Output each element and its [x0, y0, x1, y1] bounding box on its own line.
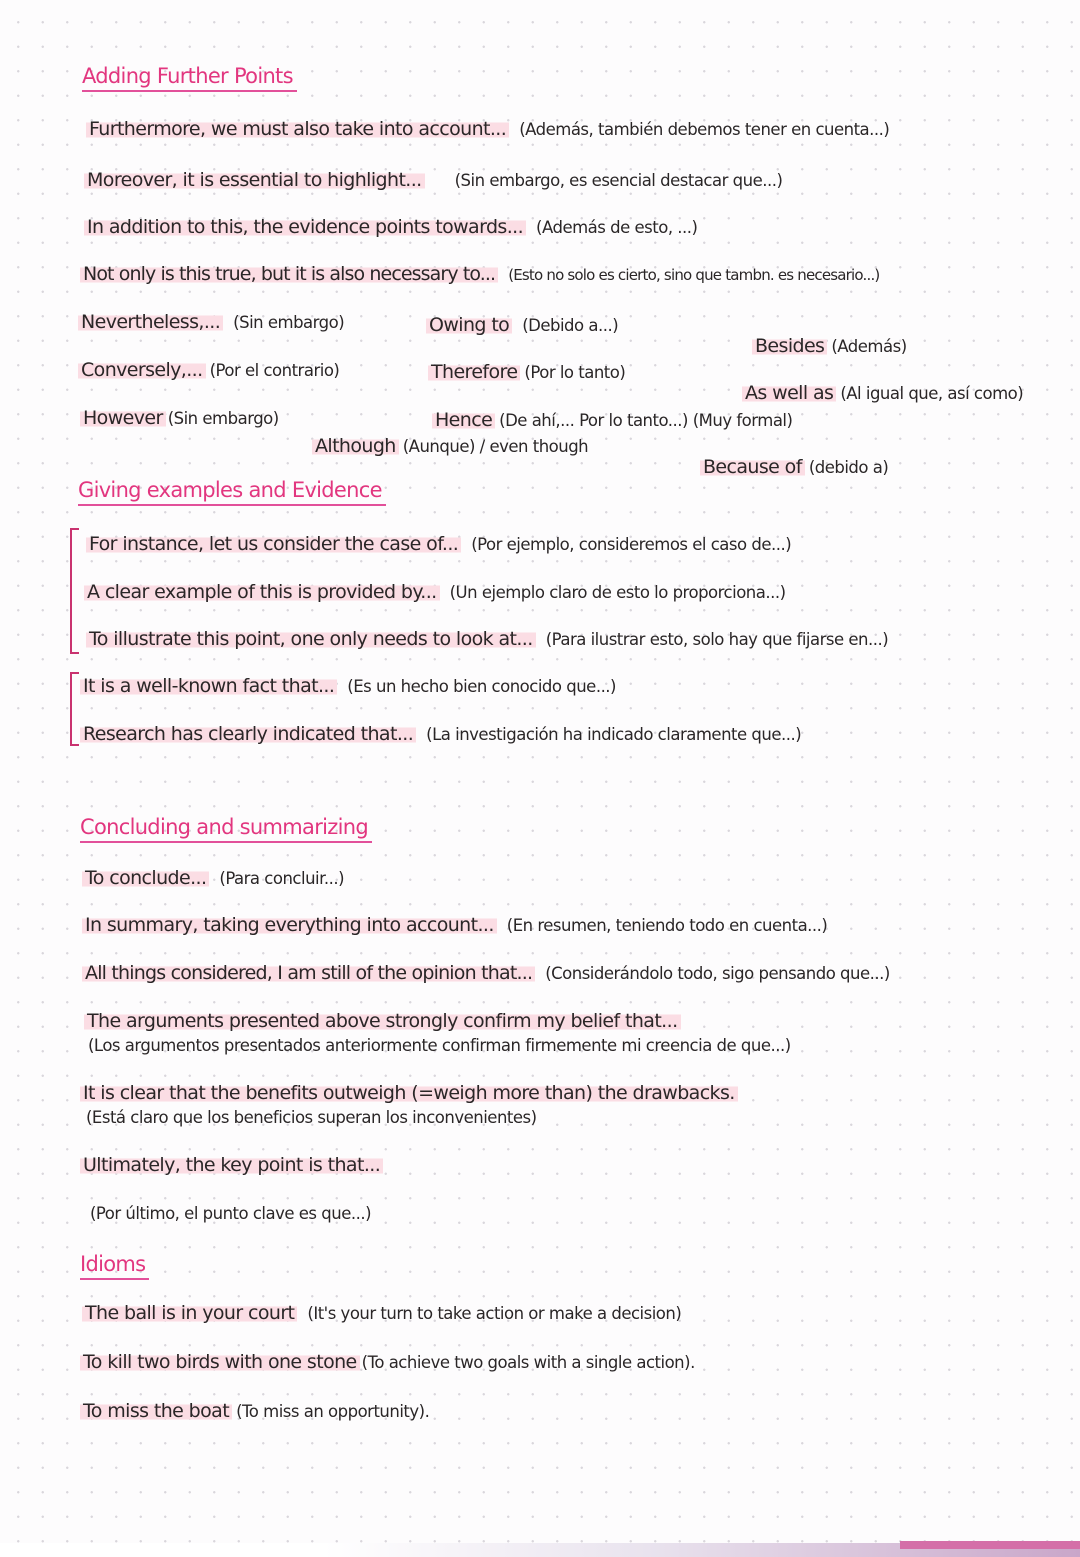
phrase-es: (Por último, el punto clave es que...) — [90, 1204, 372, 1223]
phrase-item — [80, 673, 616, 700]
connector-en: Owing to — [426, 314, 512, 336]
connector — [78, 309, 344, 336]
phrase-es: (Además, también debemos tener en cuenta...) — [519, 120, 890, 139]
connector-es: (De ahí,... Por lo tanto...) (Muy formal) — [499, 411, 793, 430]
phrase-item — [80, 721, 801, 748]
phrase-es: (Por ejemplo, consideremos el caso de...) — [471, 535, 792, 554]
connector — [432, 407, 792, 434]
connector-es: (Por el contrario) — [209, 361, 340, 380]
connector — [428, 359, 625, 386]
phrase-en: It is a well-known fact that... — [80, 675, 337, 697]
idiom-en: To miss the boat — [80, 1400, 232, 1422]
idiom-meaning: (It's your turn to take action or make a decision) — [307, 1304, 682, 1323]
phrase-item — [84, 167, 782, 194]
phrase-item — [86, 531, 791, 558]
phrase-en: A clear example of this is provided by... — [84, 581, 440, 603]
connector — [312, 433, 588, 460]
phrase-item — [84, 1008, 681, 1034]
phrase-es: (Para ilustrar esto, solo hay que fijarse en...) — [545, 630, 889, 649]
phrase-item — [82, 960, 890, 987]
phrase-es: (Para concluir...) — [219, 869, 345, 888]
phrase-en: Ultimately, the key point is that... — [80, 1154, 383, 1176]
section-title-examples: Giving examples and Evidence — [78, 478, 386, 506]
phrase-item — [82, 912, 827, 939]
phrase-en: Research has clearly indicated that... — [80, 723, 416, 745]
connector-en: Hence — [432, 409, 495, 431]
connector — [700, 454, 888, 481]
connector-es: (Por lo tanto) — [524, 363, 626, 382]
phrase-es: (Es un hecho bien conocido que...) — [347, 677, 616, 696]
phrase-en: The arguments presented above strongly confirm my belief that... — [84, 1010, 681, 1032]
phrase-item — [86, 626, 888, 653]
phrase-en: In summary, taking everything into account... — [82, 914, 497, 936]
notebook-cover-edge — [900, 1541, 1080, 1549]
connector-en: Although — [312, 435, 399, 457]
section-title-adding: Adding Further Points — [82, 64, 297, 92]
phrase-en: Moreover, it is essential to highlight... — [84, 169, 425, 191]
connector-en: Conversely,... — [78, 359, 206, 381]
phrase-en: To illustrate this point, one only needs to look at... — [86, 628, 536, 650]
connector-es: (Sin embargo) — [167, 409, 279, 428]
connector — [752, 333, 907, 360]
phrase-es: (Además de esto, ...) — [536, 218, 698, 237]
phrase-item — [84, 214, 697, 241]
connector-es: (Sin embargo) — [233, 313, 345, 332]
phrase-es: (Los argumentos presentados anteriormente confirman firmemente mi creencia de que...) — [88, 1036, 791, 1055]
phrase-es: (Esto no solo es cierto, sino que tambn. es necesario...) — [508, 266, 880, 284]
phrase-item — [80, 1152, 383, 1178]
bracket — [70, 528, 79, 654]
connector-en: As well as — [742, 382, 836, 404]
phrase-en: Not only is this true, but it is also necessary to... — [80, 263, 498, 285]
phrase-es: (Sin embargo, es esencial destacar que...) — [454, 171, 783, 190]
phrase-item — [82, 865, 344, 892]
phrase-en: In addition to this, the evidence points towards... — [84, 216, 526, 238]
phrase-en: To conclude... — [82, 867, 209, 889]
phrase-item — [80, 261, 879, 288]
section-title-concluding: Concluding and summarizing — [80, 815, 372, 843]
idiom-item — [82, 1300, 681, 1327]
connector — [742, 380, 1023, 407]
idiom-en: The ball is in your court — [82, 1302, 297, 1324]
phrase-en: Furthermore, we must also take into account... — [86, 118, 509, 140]
phrase-item — [84, 579, 786, 606]
phrase-en: For instance, let us consider the case of... — [86, 533, 461, 555]
connector — [78, 357, 339, 384]
bracket — [70, 672, 79, 746]
connector-en: Because of — [700, 456, 805, 478]
connector-es: (Además) — [831, 337, 907, 356]
connector-en: Besides — [752, 335, 827, 357]
idiom-item — [80, 1398, 429, 1425]
connector-es: (Al igual que, así como) — [840, 384, 1024, 403]
phrase-es: (Está claro que los beneficios superan los inconvenientes) — [86, 1108, 537, 1127]
connector — [426, 312, 618, 339]
idiom-meaning: (To achieve two goals with a single action). — [361, 1353, 695, 1372]
idiom-meaning: (To miss an opportunity). — [236, 1402, 430, 1421]
phrase-en: It is clear that the benefits outweigh (=weigh more than) the drawbacks. — [80, 1082, 738, 1104]
phrase-es: (Un ejemplo claro de esto lo proporciona...) — [449, 583, 786, 602]
phrase-es: (Considerándolo todo, sigo pensando que...) — [545, 964, 890, 983]
connector-en: Therefore — [428, 361, 520, 383]
connector-es: (Debido a...) — [522, 316, 619, 335]
idiom-en: To kill two birds with one stone — [80, 1351, 360, 1373]
phrase-es: (La investigación ha indicado claramente que...) — [426, 725, 802, 744]
phrase-item — [80, 1080, 738, 1106]
connector — [80, 405, 279, 432]
idiom-item — [80, 1349, 695, 1376]
connector-en: However — [80, 407, 166, 429]
connector-es: (Aunque) / even though — [402, 437, 589, 456]
section-title-idioms: Idioms — [80, 1252, 149, 1280]
connector-es: (debido a) — [808, 458, 889, 477]
phrase-es: (En resumen, teniendo todo en cuenta...) — [506, 916, 828, 935]
phrase-item — [86, 116, 889, 143]
connector-en: Nevertheless,... — [78, 311, 223, 333]
phrase-en: All things considered, I am still of the opinion that... — [82, 962, 535, 984]
